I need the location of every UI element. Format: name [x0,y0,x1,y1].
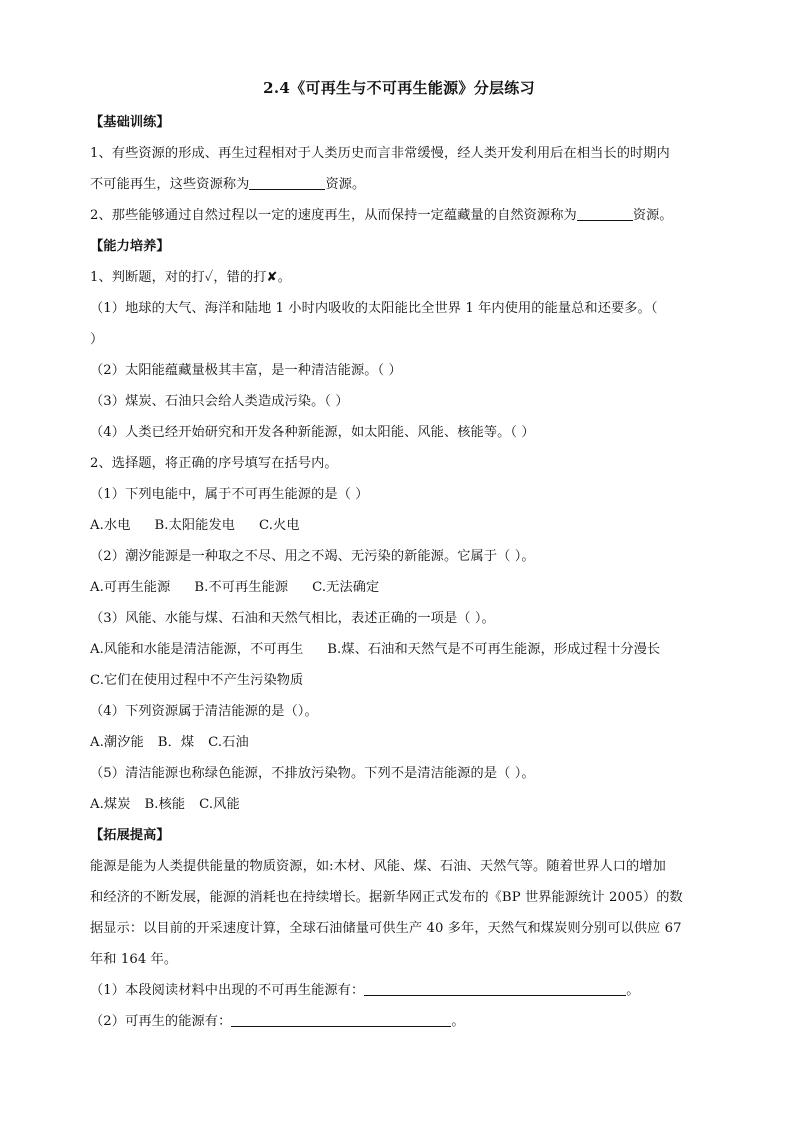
choice-5-options [90,789,708,820]
choice-3-options-row-2 [90,665,708,696]
choice-1-option-c[interactable]: C.火电 [259,518,300,533]
extension-question-1 [90,975,708,1006]
judge-item-3: （3）煤炭、石油只会给人类造成污染。（ ） [90,394,349,409]
basic-question-1-line-1: 1、有些资源的形成、再生过程相对于人类历史而言非常缓慢，经人类开发利用后在相当长的时期内 [90,146,670,161]
basic-q1-text-after: 资源。 [325,177,366,192]
choice-question-3: （3）风能、水能与煤、石油和天然气相比，表述正确的一项是（ ）。 [90,611,495,626]
choice-question-2: （2）潮汐能源是一种取之不尽、用之不竭、无污染的新能源。它属于（ ）。 [90,549,535,564]
extension-q1-text: （1）本段阅读材料中出现的不可再生能源有： [90,983,365,998]
choice-1-options [90,510,708,541]
extension-q1-period: 。 [626,983,640,998]
basic-question-2 [90,200,708,231]
choice-4-option-b[interactable]: B．煤 [157,735,195,750]
choice-5-option-b[interactable]: B.核能 [144,797,186,812]
section-ability-heading: 【能力培养】 [90,239,170,254]
extension-q2-period: 。 [451,1014,465,1029]
extension-q2-answer-blank[interactable] [231,1012,451,1027]
choice-3-option-b[interactable]: B.煤、石油和天然气是不可再生能源，形成过程十分漫长 [327,642,661,657]
section-extension-heading: 【拓展提高】 [90,828,170,843]
choice-2-option-c[interactable]: C.无法确定 [312,580,380,595]
basic-q2-answer-blank[interactable] [577,206,633,221]
choice-4-option-c[interactable]: C.石油 [208,735,249,750]
basic-q2-text-before: 2、那些能够通过自然过程以一定的速度再生，从而保持一定蕴藏量的自然资源称为 [90,208,577,223]
judge-item-1-line-2: ） [90,332,104,347]
choice-1-option-b[interactable]: B.太阳能发电 [154,518,236,533]
page-title: 2.4《可再生与不可再生能源》分层练习 [263,79,535,97]
reading-passage-line-3: 据显示：以目前的开采速度计算，全球石油储量可供生产 40 多年，天然气和煤炭则分别可以供应 67 [90,921,682,936]
basic-question-1-line-2 [90,169,708,200]
choice-1-option-a[interactable]: A.水电 [90,518,131,533]
extension-q2-text: （2）可再生的能源有： [90,1014,232,1029]
judge-item-2: （2）太阳能蕴藏量极其丰富，是一种清洁能源。（ ） [90,363,402,378]
choice-3-options-row-1 [90,634,708,665]
reading-passage-line-1: 能源是能为人类提供能量的物质资源，如:木材、风能、煤、石油、天然气等。随着世界人口的增加 [90,859,666,874]
choice-2-options [90,572,708,603]
choice-2-option-b[interactable]: B.不可再生能源 [194,580,289,595]
choice-5-option-a[interactable]: A.煤炭 [90,797,131,812]
basic-q1-text-before: 不可能再生，这些资源称为 [90,177,250,192]
choice-question-4: （4）下列资源属于清洁能源的是（）。 [90,704,318,719]
worksheet-page [90,78,708,1037]
choice-5-option-c[interactable]: C.风能 [199,797,240,812]
basic-q2-text-after: 资源。 [632,208,673,223]
reading-passage-line-4: 年和 164 年。 [90,952,178,967]
basic-q1-answer-blank[interactable] [249,175,325,190]
choice-3-option-a[interactable]: A.风能和水能是清洁能源，不可再生 [90,642,304,657]
judge-item-4: （4）人类已经开始研究和开发各种新能源，如太阳能、风能、核能等。（ ） [90,425,535,440]
choice-4-options [90,727,708,758]
choice-question-5: （5）清洁能源也称绿色能源，不排放污染物。下列不是清洁能源的是（ ）。 [90,766,535,781]
reading-passage-line-2: 和经济的不断发展，能源的消耗也在持续增长。据新华网正式发布的《BP 世界能源统计 2005）的数 [90,890,683,905]
judge-item-1-line-1: （1）地球的大气、海洋和陆地 1 小时内吸收的太阳能比全世界 1 年内使用的能量总和还要多。（ [90,301,658,316]
judge-instructions: 1、判断题，对的打✓，错的打✘。 [90,270,291,285]
section-basic-heading: 【基础训练】 [90,115,170,130]
choice-2-option-a[interactable]: A.可再生能源 [90,580,171,595]
choice-question-1: （1）下列电能中，属于不可再生能源的是（ ） [90,487,369,502]
extension-question-2 [90,1006,708,1037]
choice-instructions: 2、选择题，将正确的序号填写在括号内。 [90,456,338,471]
extension-q1-answer-blank[interactable] [364,981,626,996]
choice-4-option-a[interactable]: A.潮汐能 [90,735,144,750]
choice-3-option-c[interactable]: C.它们在使用过程中不产生污染物质 [90,673,304,688]
